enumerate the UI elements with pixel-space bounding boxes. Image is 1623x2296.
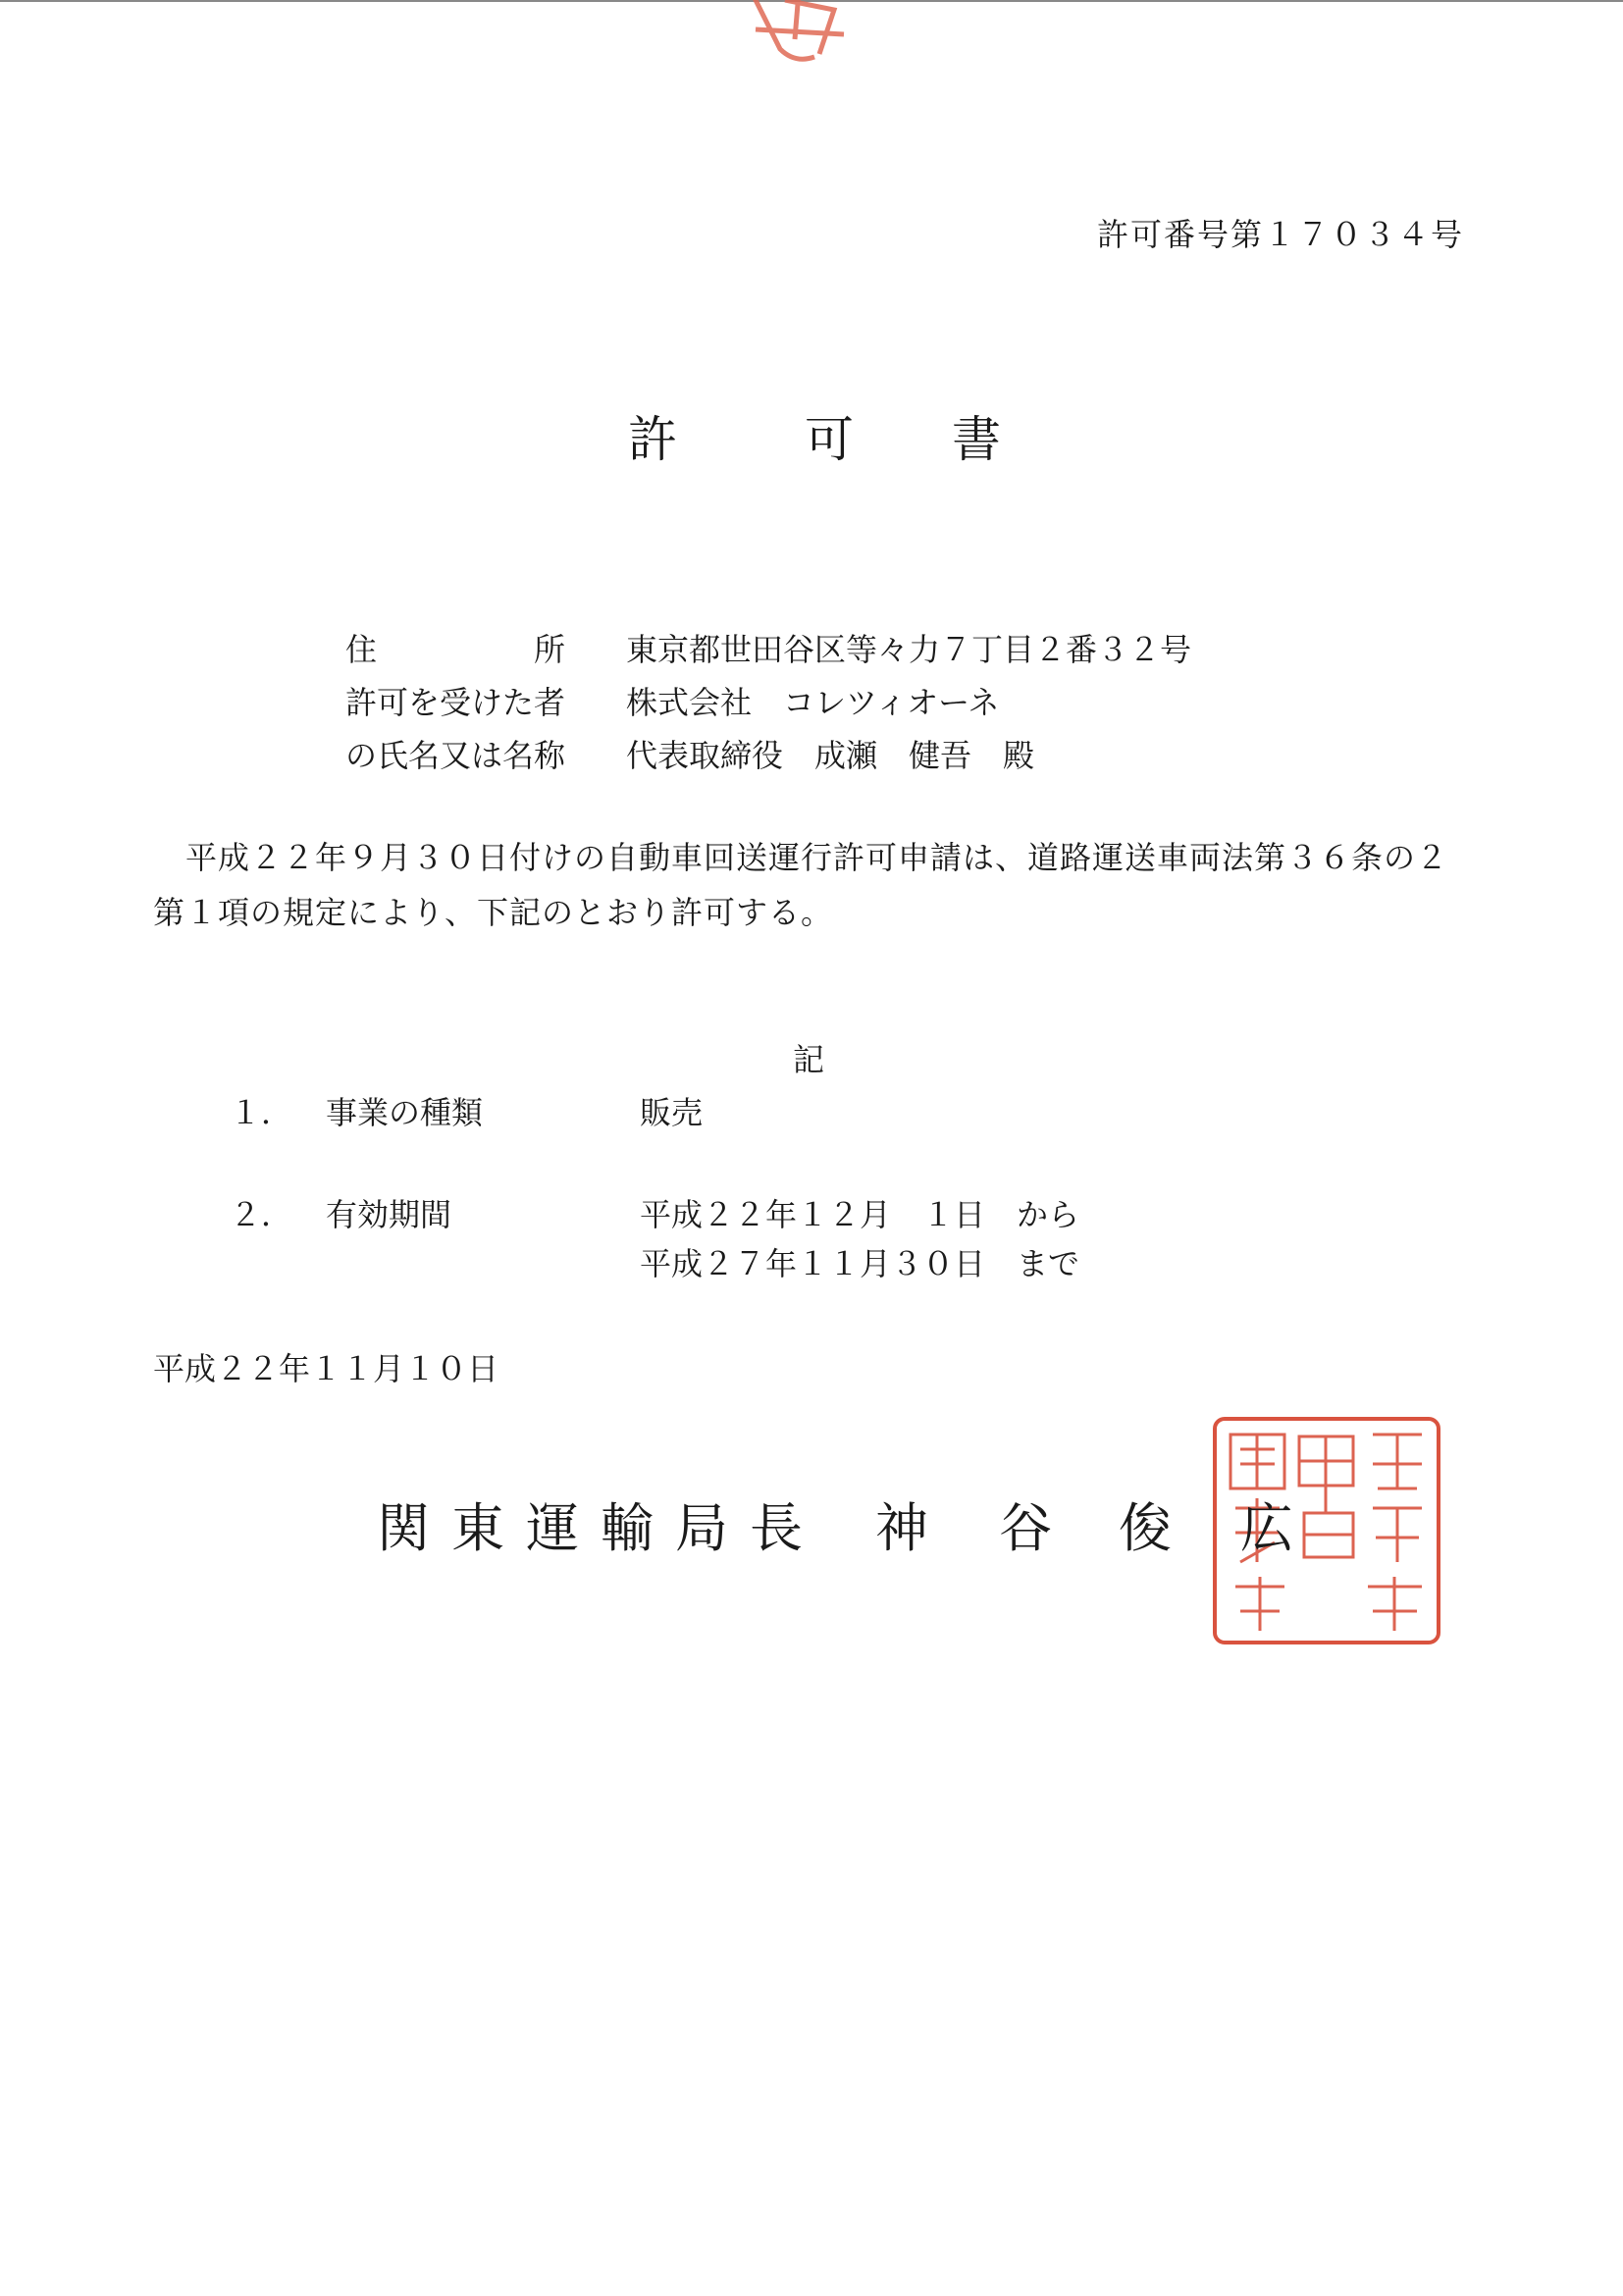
issuer-char: 輸 — [601, 1497, 654, 1559]
issuer-char: 谷 — [999, 1497, 1052, 1559]
top-red-stamp-icon — [726, 0, 873, 88]
issuer-char: 局 — [675, 1497, 728, 1559]
item-label-validity: 有効期間 — [326, 1196, 452, 1233]
item-label-business-type: 事業の種類 — [326, 1094, 484, 1131]
address-value: 東京都世田谷区等々力７丁目２番３２号 — [626, 631, 1192, 668]
validity-start: 平成２２年１２月 １日 から — [640, 1196, 1080, 1233]
issue-date: 平成２２年１１月１０日 — [153, 1350, 499, 1387]
recipient-representative: 代表取締役 成瀬 健吾 殿 — [626, 737, 1035, 774]
issuer-char: 長 — [750, 1497, 803, 1559]
issuer-char: 東 — [451, 1497, 504, 1559]
issuer-char: 関 — [377, 1497, 430, 1559]
issuer-char: 広 — [1240, 1497, 1293, 1559]
item-number: ２． — [230, 1196, 293, 1233]
permit-statement: 平成２２年９月３０日付けの自動車回送運行許可申請は、道路運送車両法第３６条の２第１項の規定により、下記のとおり許可する。 — [153, 839, 1449, 931]
title-char: 書 — [952, 411, 1001, 468]
permit-number: 許可番号第１７０３４号 — [1096, 216, 1464, 253]
item-value-business-type: 販売 — [640, 1094, 704, 1131]
title-char: 可 — [805, 411, 854, 468]
issuer-char: 運 — [526, 1497, 579, 1559]
recipient-label-2: の氏名又は名称 — [345, 737, 566, 774]
validity-end: 平成２７年１１月３０日 まで — [640, 1245, 1080, 1282]
recipient-company: 株式会社 コレツィオーネ — [626, 684, 1000, 721]
record-heading: 記 — [793, 1041, 825, 1078]
item-number: １． — [230, 1094, 293, 1131]
recipient-label-1: 許可を受けた者 — [345, 684, 566, 721]
issuer-char: 俊 — [1119, 1497, 1172, 1559]
address-label: 住 所 — [345, 631, 566, 668]
title-char: 許 — [628, 411, 677, 468]
issuer-char: 神 — [875, 1497, 928, 1559]
